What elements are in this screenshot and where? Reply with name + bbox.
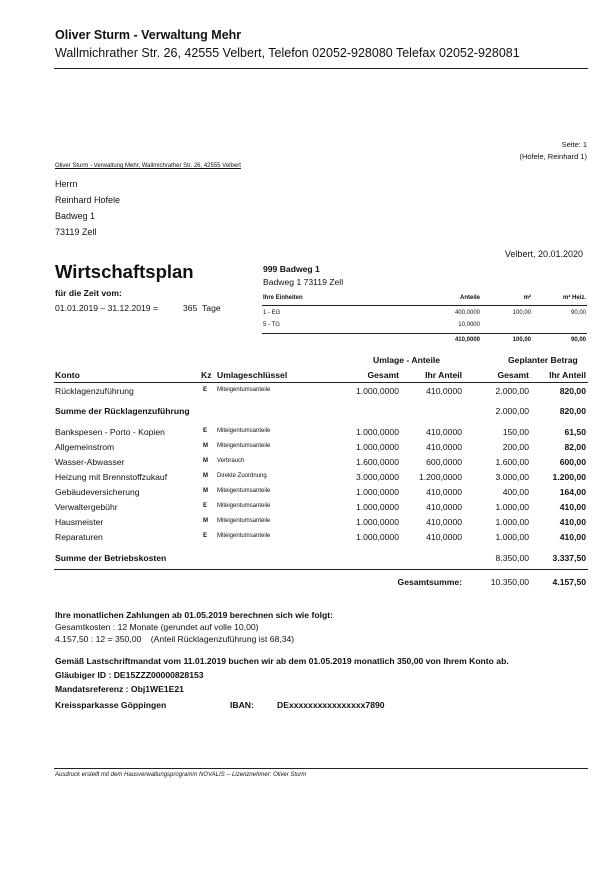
grand-total-label: Gesamtsumme:: [397, 577, 462, 587]
row-total: 1.000,0000: [355, 532, 399, 542]
row-total: 1.600,0000: [355, 457, 399, 467]
letterhead-divider: [54, 68, 588, 69]
page-number: Seite: 1: [561, 140, 587, 149]
unit-label: 1 - EG: [263, 310, 281, 316]
row-konto: Reparaturen: [55, 532, 103, 542]
page-title: Wirtschaftsplan: [55, 261, 194, 282]
row-share: 410,0000: [426, 487, 462, 497]
row-share2: 410,00: [559, 532, 586, 542]
row-total2: 400,00: [502, 487, 529, 497]
row-share: 410,0000: [426, 517, 462, 527]
row-key: Miteigentumsanteile: [217, 387, 271, 393]
col-konto: Konto: [55, 370, 80, 380]
grand-total-divider: [54, 569, 588, 570]
footer-note: Ausdruck erstellt mit dem Hausverwaltungsprogramm NOVALIS -- Lizenznehmer: Oliver Sturm: [55, 772, 307, 778]
row-share2: 410,00: [559, 502, 586, 512]
row-konto: Allgemeinstrom: [55, 442, 115, 452]
property-name: 999 Badweg 1: [263, 264, 320, 274]
row-total: 1.000,0000: [355, 427, 399, 437]
mandate-reference: Mandatsreferenz : Obj1WE1E21: [55, 684, 184, 694]
property-address: Badweg 1 73119 Zell: [263, 277, 344, 287]
row-total: 1.000,0000: [355, 487, 399, 497]
row-share: 410,0000: [426, 502, 462, 512]
row-key: Miteigentumsanteile: [217, 428, 271, 434]
mandate-text: Gemäß Lastschriftmandat vom 11.01.2019 buchen wir ab dem 01.05.2019 monatlich 350,00 von Ihrem Konto ab.: [55, 656, 509, 666]
units-total-share: 410,0000: [454, 337, 480, 343]
row-key: Direkte Zuordnung: [217, 473, 267, 479]
company-address: Wallmichrather Str. 26, 42555 Velbert, Telefon 02052-928080 Telefax 02052-928081: [55, 46, 520, 60]
row-kz: E: [203, 387, 208, 393]
col-total2: Gesamt: [497, 370, 529, 380]
row-total2: 1.000,00: [495, 517, 529, 527]
row-share: 410,0000: [426, 427, 462, 437]
period-days: 365: [183, 303, 198, 313]
row-kz: M: [203, 458, 208, 464]
unit-label: 5 - TG: [263, 322, 280, 328]
row-share: 600,0000: [426, 457, 462, 467]
unit-m2-heating: 90,00: [570, 310, 586, 316]
row-kz: M: [203, 443, 208, 449]
recipient-line: Herrn: [55, 179, 78, 189]
row-total: 1.000,0000: [355, 386, 399, 396]
units-header: Ihre Einheiten: [263, 295, 303, 301]
table-header-divider: [54, 382, 588, 383]
units-total-m2: 100,00: [512, 337, 531, 343]
payments-heading: Ihre monatlichen Zahlungen ab 01.05.2019 berechnen sich wie folgt:: [55, 610, 333, 620]
row-kz: M: [203, 488, 208, 494]
row-share2: 61,50: [564, 427, 586, 437]
unit-share: 400,0000: [454, 310, 480, 316]
row-share: 410,0000: [426, 386, 462, 396]
row-total2: 3.000,00: [495, 472, 529, 482]
row-share2: 820,00: [559, 386, 586, 396]
col-share2: Ihr Anteil: [549, 370, 586, 380]
recipient-line: 73119 Zell: [55, 227, 97, 237]
creditor-id: Gläubiger ID : DE15ZZZ00000828153: [55, 670, 204, 680]
row-total: 1.000,0000: [355, 442, 399, 452]
row-total2: 1.600,00: [495, 457, 529, 467]
row-kz: M: [203, 518, 208, 524]
col-kz: Kz: [201, 370, 212, 380]
cost-sum-total: 8.350,00: [495, 553, 529, 563]
row-kz: M: [203, 473, 208, 479]
row-share: 1.200,0000: [418, 472, 462, 482]
grand-total-share: 4.157,50: [552, 577, 586, 587]
row-total2: 2.000,00: [495, 386, 529, 396]
unit-share: 10,0000: [458, 322, 480, 328]
row-key: Miteigentumsanteile: [217, 503, 271, 509]
m2-heating-header: m² Heiz.: [562, 295, 586, 301]
payments-line-1: Gesamtkosten : 12 Monate (gerundet auf volle 10,00): [55, 622, 259, 632]
row-total2: 200,00: [502, 442, 529, 452]
row-total: 3.000,0000: [355, 472, 399, 482]
row-konto: Wasser-Abwasser: [55, 457, 125, 467]
cost-sum-label: Summe der Betriebskosten: [55, 553, 167, 563]
unit-m2: 100,00: [512, 310, 531, 316]
sender-line: Oliver Sturm - Verwaltung Mehr, Wallmichrather Str. 26, 42555 Velbert: [55, 163, 241, 169]
row-key: Miteigentumsanteile: [217, 488, 271, 494]
period-label: für die Zeit vom:: [55, 288, 122, 298]
payments-line-2: 4.157,50 : 12 = 350,00 (Anteil Rücklagenzuführung ist 68,34): [55, 634, 295, 644]
reserve-sum-share: 820,00: [559, 406, 586, 416]
row-key: Miteigentumsanteile: [217, 533, 271, 539]
iban-value: DExxxxxxxxxxxxxxxx7890: [277, 700, 385, 710]
reserve-sum-label: Summe der Rücklagenzuführung: [55, 406, 190, 416]
period-range: 01.01.2019 – 31.12.2019 =: [55, 303, 158, 313]
row-total: 1.000,0000: [355, 517, 399, 527]
row-total2: 150,00: [502, 427, 529, 437]
row-share2: 410,00: [559, 517, 586, 527]
row-konto: Hausmeister: [55, 517, 104, 527]
m2-header: m²: [523, 295, 531, 301]
company-name: Oliver Sturm - Verwaltung Mehr: [55, 28, 242, 42]
row-share: 410,0000: [426, 442, 462, 452]
group-header-planned: Geplanter Betrag: [508, 355, 578, 365]
share-header: Anteile: [459, 295, 480, 301]
units-header-divider: [262, 305, 587, 306]
place-date: Velbert, 20.01.2020: [504, 249, 583, 259]
row-kz: E: [203, 428, 208, 434]
reserve-sum-total: 2.000,00: [495, 406, 529, 416]
row-share: 410,0000: [426, 532, 462, 542]
page-reference: (Hofele, Reinhard 1): [519, 152, 587, 161]
row-konto: Verwaltergebühr: [55, 502, 118, 512]
row-share2: 1.200,00: [552, 472, 586, 482]
row-konto: Rücklagenzuführung: [55, 386, 134, 396]
col-total: Gesamt: [367, 370, 399, 380]
row-konto: Gebäudeversicherung: [55, 487, 140, 497]
cost-sum-share: 3.337,50: [552, 553, 586, 563]
row-share2: 600,00: [559, 457, 586, 467]
row-konto: Bankspesen - Porto - Kopien: [55, 427, 165, 437]
row-total: 1.000,0000: [355, 502, 399, 512]
units-total-m2-heating: 90,00: [570, 337, 586, 343]
row-key: Miteigentumsanteile: [217, 518, 271, 524]
row-key: Miteigentumsanteile: [217, 443, 271, 449]
iban-label: IBAN:: [230, 700, 254, 710]
row-kz: E: [203, 503, 208, 509]
footer-divider: [54, 768, 588, 769]
recipient-line: Reinhard Hofele: [55, 195, 121, 205]
col-share: Ihr Anteil: [425, 370, 462, 380]
row-key: Verbrauch: [217, 458, 245, 464]
row-share2: 164,00: [559, 487, 586, 497]
bank-name: Kreissparkasse Göppingen: [55, 700, 167, 710]
row-total2: 1.000,00: [495, 502, 529, 512]
row-share2: 82,00: [564, 442, 586, 452]
col-key: Umlageschlüssel: [217, 370, 288, 380]
units-total-divider: [262, 333, 587, 334]
row-konto: Heizung mit Brennstoffzukauf: [55, 472, 168, 482]
grand-total-total: 10.350,00: [490, 577, 529, 587]
group-header-allocation: Umlage - Anteile: [373, 355, 441, 365]
recipient-line: Badweg 1: [55, 211, 96, 221]
period-unit: Tage: [202, 303, 221, 313]
row-kz: E: [203, 533, 208, 539]
row-total2: 1.000,00: [495, 532, 529, 542]
